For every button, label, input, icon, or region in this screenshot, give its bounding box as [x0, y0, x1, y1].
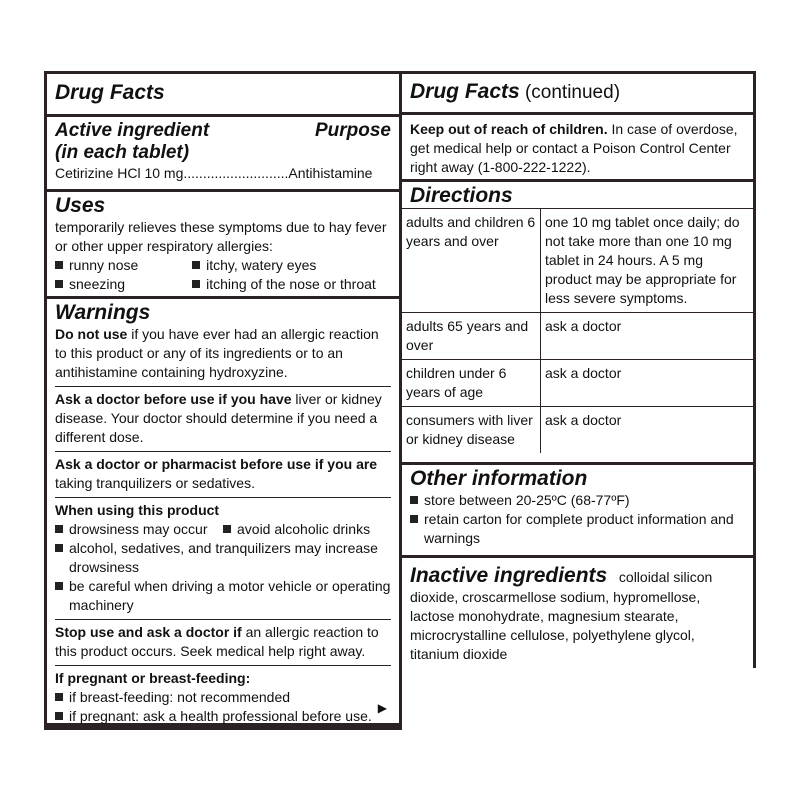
bullet-icon	[223, 525, 231, 533]
table-cell: ask a doctor	[541, 360, 754, 407]
divider	[55, 451, 391, 452]
bullet-icon	[55, 712, 63, 720]
pregnant-heading: If pregnant or breast-feeding:	[55, 670, 251, 686]
do-not-use-paragraph: Do not use if you have ever had an allergic reaction to this product or any of its ingredients or to an antihistamine containing hydroxyzine.	[55, 326, 379, 380]
table-cell: adults 65 years and over	[402, 313, 541, 360]
list-item: avoid alcoholic drinks	[223, 520, 391, 539]
table-row	[402, 407, 753, 454]
active-ingredient-heading: Active ingredient	[55, 120, 210, 141]
active-ingredient-section	[47, 117, 399, 189]
table-row	[402, 360, 753, 407]
bullet-icon	[55, 261, 63, 269]
bullet-icon	[55, 544, 63, 552]
bullet-icon	[55, 280, 63, 288]
bullet-icon	[55, 582, 63, 590]
ingredient-purpose: Antihistamine	[288, 165, 373, 181]
table-cell: ask a doctor	[541, 313, 754, 360]
table-cell: consumers with liver or kidney disease	[402, 407, 541, 454]
stop-use-paragraph: Stop use and ask a doctor if an allergic reaction to this product occurs. Seek medical help right away.	[55, 624, 379, 659]
divider	[55, 386, 391, 387]
bullet-icon	[55, 525, 63, 533]
list-item: if pregnant: ask a health professional before use.	[55, 707, 391, 726]
divider	[55, 665, 391, 666]
inactive-text: colloidal silicon dioxide, croscarmellose sodium, hypromellose, lactose monohydrate, magnesium stearate, microcrystalline cellulose, polyethylene glycol, titanium dioxide	[410, 569, 713, 662]
continue-arrow-icon: ▶	[377, 701, 387, 715]
purpose-heading: Purpose	[314, 120, 391, 141]
inactive-ingredients-section	[402, 558, 753, 668]
leader-dots: ...........................	[183, 165, 289, 181]
list-item: itchy, watery eyes	[192, 256, 391, 275]
continued-title-section	[402, 74, 753, 112]
ingredient-line	[55, 164, 391, 183]
uses-intro: temporarily relieves these symptoms due to hay fever or other upper respiratory allergies:	[55, 219, 387, 254]
uses-section	[47, 192, 399, 296]
left-panel	[44, 71, 402, 730]
when-using-row	[55, 520, 391, 539]
list-item: if breast-feeding: not recommended	[55, 688, 391, 707]
inactive-heading: Inactive ingredients	[410, 564, 608, 587]
bullet-icon	[192, 280, 200, 288]
title-section	[47, 74, 399, 114]
bullet-icon	[410, 515, 418, 523]
warnings-section	[47, 299, 399, 723]
uses-symptom-list	[55, 256, 391, 294]
table-cell: children under 6 years of age	[402, 360, 541, 407]
table-row	[402, 209, 753, 313]
table-row	[402, 313, 753, 360]
when-using-heading: When using this product	[55, 502, 220, 518]
active-ingredient-subheading: (in each tablet)	[55, 142, 190, 163]
list-item: runny nose	[55, 256, 192, 275]
other-info-heading: Other information	[410, 467, 588, 490]
keep-out-section: Keep out of reach of children. In case of overdose, get medical help or contact a Poison Control Center right away (1-800-222-1222).	[402, 115, 753, 179]
bullet-icon	[410, 496, 418, 504]
ask-pharmacist-paragraph: Ask a doctor or pharmacist before use if you are taking tranquilizers or sedatives.	[55, 456, 378, 491]
list-item: retain carton for complete product information and warnings	[410, 510, 745, 548]
directions-table	[402, 208, 753, 453]
continued-title: Drug Facts (continued)	[410, 80, 621, 103]
drug-facts-title: Drug Facts	[55, 81, 165, 104]
ask-doctor-paragraph: Ask a doctor before use if you have liver or kidney disease. Your doctor should determine if you need a different dose.	[55, 391, 382, 445]
bullet-icon	[55, 693, 63, 701]
ingredient-name: Cetirizine HCl 10 mg	[55, 165, 184, 181]
divider	[55, 619, 391, 620]
list-item: store between 20-25ºC (68-77ºF)	[410, 491, 745, 510]
divider	[55, 497, 391, 498]
list-item: be careful when driving a motor vehicle or operating machinery	[55, 577, 391, 615]
list-item: drowsiness may occur	[55, 520, 223, 539]
list-item: sneezing	[55, 275, 192, 294]
bullet-icon	[192, 261, 200, 269]
uses-heading: Uses	[55, 194, 106, 217]
directions-section	[402, 182, 753, 462]
right-panel	[399, 71, 756, 668]
directions-heading: Directions	[410, 184, 513, 207]
table-cell: ask a doctor	[541, 407, 754, 454]
other-information-section	[402, 465, 753, 555]
list-item: itching of the nose or throat	[192, 275, 391, 294]
warnings-heading: Warnings	[55, 301, 151, 324]
table-cell: adults and children 6 years and over	[402, 209, 541, 313]
table-cell: one 10 mg tablet once daily; do not take more than one 10 mg tablet in 24 hours. A 5 mg product may be appropriate for less severe symptoms.	[541, 209, 754, 313]
list-item: alcohol, sedatives, and tranquilizers may increase drowsiness	[55, 539, 391, 577]
